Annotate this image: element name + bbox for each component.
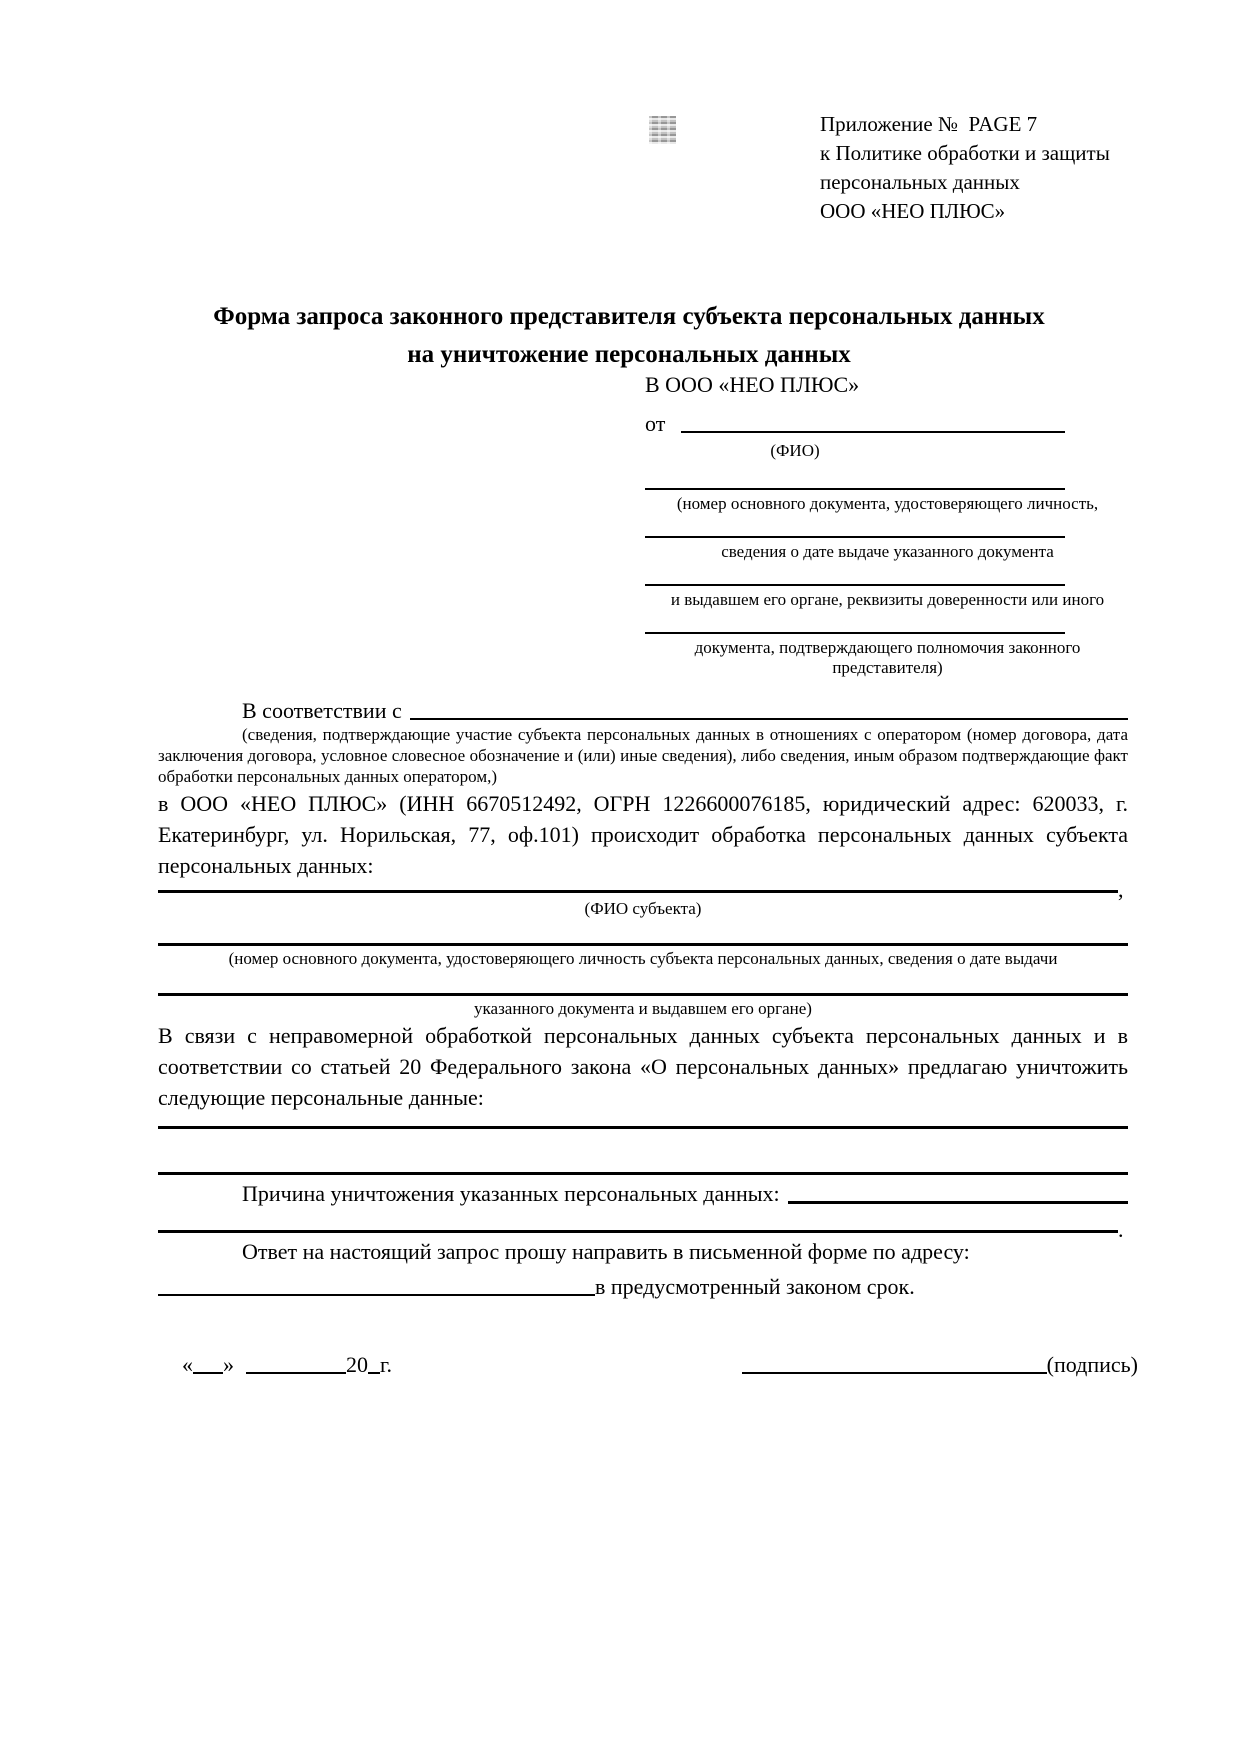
subject-doc-blank-1[interactable] — [158, 920, 1128, 946]
document-title — [129, 298, 1129, 374]
caption-fio: (ФИО) — [770, 441, 820, 460]
header-policy-line-1: к Политике обработки и защиты — [820, 141, 1110, 165]
accordance-blank[interactable] — [410, 718, 1128, 720]
addressee-block — [645, 372, 1130, 677]
caption-subject-doc-1: (номер основного документа, удостоверяющего личность субъекта персональных данных, сведения о дате выдачи — [228, 949, 1058, 968]
year-prefix: 20 — [346, 1352, 368, 1377]
personal-data-blank-2[interactable] — [158, 1129, 1128, 1175]
reply-address-blank[interactable] — [158, 1294, 595, 1296]
document-title-line-1: Форма запроса законного представителя субъекта персональных данных — [213, 303, 1045, 330]
signature-row — [158, 1342, 1138, 1378]
addressee-company: В ООО «НЕО ПЛЮС» — [645, 372, 860, 397]
representative-doc-blank-1[interactable] — [645, 465, 1065, 490]
quote-close: » — [223, 1352, 234, 1377]
striped-artifact-icon — [649, 116, 676, 144]
operator-paragraph: в ООО «НЕО ПЛЮС» (ИНН 6670512492, ОГРН 1226600076185, юридический адрес: 620033, г. Екатеринбург, ул. Норильская, 77, оф.101) происходит обработка персональных данных субъекта персональных данных: — [158, 791, 1128, 878]
caption-doc-powers: документа, подтверждающего полномочия законного представителя) — [694, 638, 1081, 677]
signature-group — [742, 1352, 1138, 1378]
reason-blank-2[interactable] — [158, 1230, 1118, 1233]
destroy-paragraph: В связи с неправомерной обработкой персональных данных субъекта персональных данных и в соответствии со статьей 20 Федерального закона «О персональных данных» предлагаю уничтожить следующие персональные данные: — [158, 1023, 1128, 1110]
personal-data-blank-1[interactable] — [158, 1113, 1128, 1129]
reason-row-2 — [158, 1207, 1128, 1242]
representative-doc-blank-2[interactable] — [645, 516, 1065, 538]
signature-year-blank[interactable] — [368, 1372, 380, 1374]
document-title-line-2: на уничтожение персональных данных — [407, 341, 851, 368]
signature-day-blank[interactable] — [193, 1372, 223, 1374]
caption-subject-doc-2: указанного документа и выдавшем его органе) — [474, 999, 812, 1018]
representative-fio-blank[interactable] — [681, 431, 1065, 433]
signature-blank[interactable] — [742, 1372, 1047, 1374]
accordance-note: (сведения, подтверждающие участие субъекта персональных данных в отношениях с оператором (номер договора, дата заключения договора, условное словесное обозначение и (или) иные сведения), либо сведения, иным образом подтверждающие факт обработки персональных данных оператором,) — [158, 725, 1128, 786]
appendix-header-block — [820, 110, 1160, 226]
header-appendix-line: Приложение № PAGE 7 — [820, 112, 1038, 136]
year-suffix: г. — [380, 1352, 393, 1377]
trailing-period: . — [1118, 1217, 1124, 1242]
reason-label: Причина уничтожения указанных персональных данных: — [242, 1181, 780, 1206]
accordance-label: В соответствии с — [242, 698, 402, 723]
reply-line: Ответ на настоящий запрос прошу направить в письменной форме по адресу: — [242, 1239, 970, 1264]
subject-doc-blank-2[interactable] — [158, 970, 1128, 996]
reply-address-row — [158, 1267, 1128, 1300]
subject-fio-row — [158, 877, 1128, 902]
subject-fio-blank[interactable] — [158, 890, 1118, 893]
signature-caption: (подпись) — [1046, 1352, 1138, 1377]
from-label: от — [645, 411, 666, 436]
quote-open: « — [182, 1352, 193, 1377]
date-group — [182, 1352, 392, 1378]
from-row — [645, 405, 1130, 437]
reason-blank-1[interactable] — [788, 1201, 1128, 1204]
caption-subject-fio: (ФИО субъекта) — [584, 899, 702, 918]
trailing-comma: , — [1118, 877, 1124, 902]
caption-doc-authority: и выдавшем его органе, реквизиты доверенности или иного — [670, 590, 1105, 609]
caption-doc-number: (номер основного документа, удостоверяющего личность, — [676, 494, 1099, 513]
reason-row — [158, 1175, 1128, 1207]
caption-doc-issue-date: сведения о дате выдаче указанного документа — [721, 542, 1054, 561]
representative-doc-blank-3[interactable] — [645, 564, 1065, 586]
reply-tail: в предусмотренный законом срок. — [595, 1274, 915, 1299]
signature-month-blank[interactable] — [246, 1372, 346, 1374]
header-company-line: ООО «НЕО ПЛЮС» — [820, 199, 1006, 223]
document-body — [158, 694, 1128, 1300]
accordance-row — [158, 694, 1128, 724]
header-policy-line-2: персональных данных — [820, 170, 1020, 194]
representative-doc-blank-4[interactable] — [645, 612, 1065, 634]
